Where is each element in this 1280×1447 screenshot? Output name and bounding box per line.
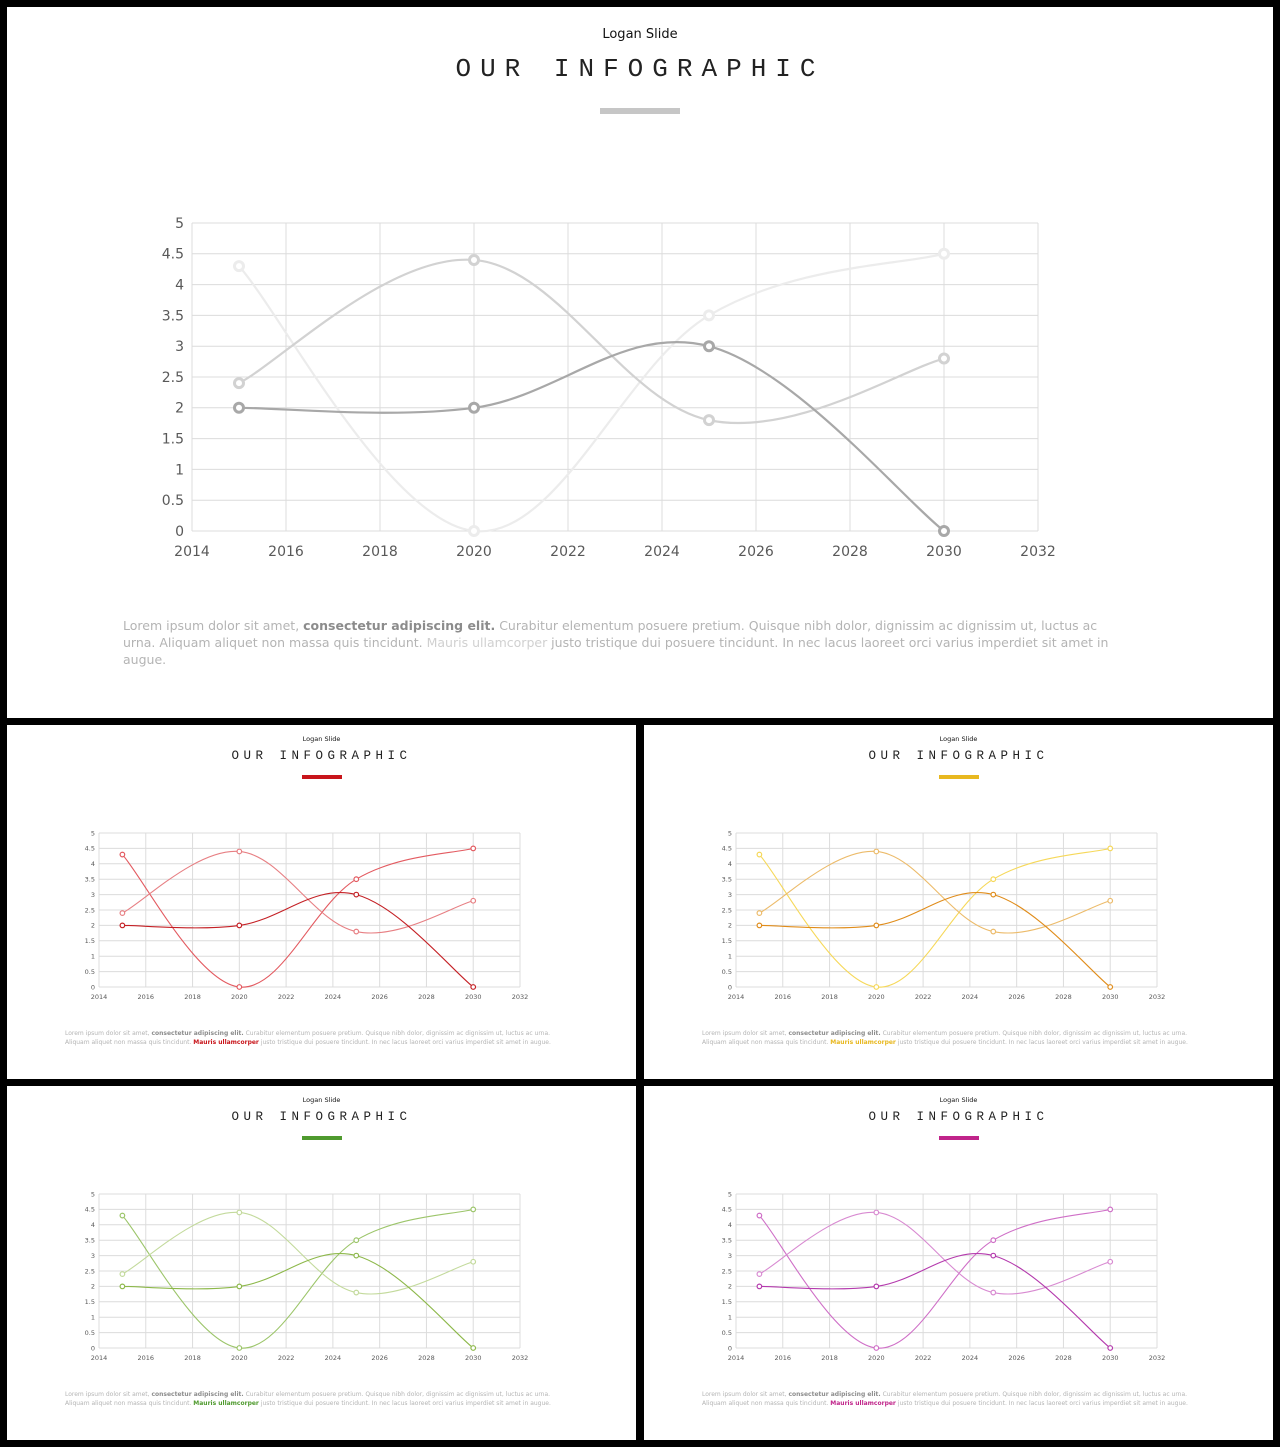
- x-tick-label: 2018: [821, 1354, 838, 1362]
- y-tick-label: 0.5: [84, 967, 95, 976]
- y-tick-label: 4.5: [84, 1205, 95, 1214]
- series-line-1: [759, 893, 1110, 987]
- data-point: [940, 249, 949, 258]
- data-point: [354, 877, 359, 882]
- data-point: [1108, 898, 1113, 903]
- data-point: [874, 1210, 879, 1215]
- data-point: [471, 1259, 476, 1264]
- x-tick-label: 2022: [550, 544, 586, 560]
- highlight-phrase: Mauris ullamcorper: [193, 1399, 259, 1407]
- brand-label: Logan Slide: [939, 1096, 978, 1104]
- y-tick-label: 0.5: [161, 493, 184, 510]
- x-tick-label: 2028: [418, 993, 435, 1001]
- x-tick-label: 2014: [727, 1354, 745, 1362]
- y-tick-label: 2: [90, 1282, 95, 1291]
- y-tick-label: 0: [90, 983, 95, 992]
- y-tick-label: 0: [727, 983, 732, 992]
- x-tick-label: 2020: [868, 1354, 885, 1362]
- data-point: [1108, 846, 1113, 851]
- data-point: [354, 929, 359, 934]
- x-tick-label: 2026: [1008, 993, 1025, 1001]
- x-tick-label: 2032: [1148, 1354, 1166, 1362]
- x-tick-label: 2030: [1101, 1354, 1119, 1362]
- x-tick-label: 2028: [1055, 993, 1072, 1001]
- x-tick-label: 2018: [362, 544, 398, 560]
- x-tick-label: 2026: [371, 993, 388, 1001]
- bold-phrase: consectetur adipiscing elit.: [788, 1030, 881, 1037]
- data-point: [237, 1284, 242, 1289]
- x-tick-label: 2022: [914, 993, 932, 1001]
- data-point: [470, 527, 479, 536]
- data-point: [235, 403, 244, 412]
- y-tick-label: 0: [90, 1344, 95, 1353]
- x-tick-label: 2030: [1101, 993, 1119, 1001]
- series-line-3: [759, 848, 1110, 987]
- y-tick-label: 1: [727, 1313, 732, 1322]
- highlight-phrase: Mauris ullamcorper: [830, 1399, 896, 1407]
- highlight-phrase: Mauris ullamcorper: [193, 1038, 259, 1046]
- data-point: [354, 892, 359, 897]
- data-point: [237, 849, 242, 854]
- series-line-1: [122, 1254, 473, 1348]
- y-tick-label: 2.5: [721, 906, 732, 915]
- data-point: [991, 1238, 996, 1243]
- x-tick-label: 2018: [184, 993, 201, 1001]
- y-tick-label: 3.5: [161, 308, 184, 325]
- brand-label: Logan Slide: [602, 27, 678, 42]
- slide-yellow: [644, 725, 1273, 1079]
- data-point: [471, 1207, 476, 1212]
- data-point: [705, 311, 714, 320]
- y-tick-label: 4: [727, 1221, 732, 1230]
- x-tick-label: 2016: [774, 1354, 792, 1362]
- x-tick-label: 2024: [324, 1354, 342, 1362]
- slide-main: [7, 7, 1273, 718]
- y-tick-label: 1.5: [84, 1298, 95, 1307]
- x-tick-label: 2028: [832, 544, 868, 560]
- description-text: Lorem ipsum dolor sit amet, consectetur adipiscing elit. Curabitur elementum posuere pretium. Quisque nibh dolor, dignissim ac dignissim ut, luctus ac urna. Aliquam aliquet non massa quis tincidunt. Mauris ullamcorper justo tristique dui posuere tincidunt. In nec lacus laoreet orci varius imperdiet sit amet in augue.: [123, 618, 1109, 667]
- slide-title: OUR INFOGRAPHIC: [231, 749, 412, 763]
- slide-title: OUR INFOGRAPHIC: [455, 54, 825, 84]
- data-point: [705, 416, 714, 425]
- x-tick-label: 2030: [926, 544, 962, 560]
- y-tick-label: 0.5: [84, 1328, 95, 1337]
- x-tick-label: 2020: [868, 993, 885, 1001]
- y-tick-label: 4.5: [721, 844, 732, 853]
- data-point: [120, 1284, 125, 1289]
- brand-label: Logan Slide: [302, 1096, 341, 1104]
- data-point: [991, 929, 996, 934]
- chart-grid: [736, 833, 1157, 987]
- x-tick-label: 2016: [774, 993, 792, 1001]
- y-tick-label: 2: [727, 1282, 732, 1291]
- data-point: [991, 892, 996, 897]
- x-tick-label: 2026: [371, 1354, 388, 1362]
- x-tick-label: 2018: [184, 1354, 201, 1362]
- y-tick-label: 4: [90, 860, 95, 869]
- slide-title: OUR INFOGRAPHIC: [231, 1110, 412, 1124]
- series-line-3: [122, 848, 473, 987]
- data-point: [757, 1284, 762, 1289]
- line-chart: [7, 1086, 636, 1440]
- x-tick-label: 2032: [1148, 993, 1166, 1001]
- x-tick-label: 2014: [174, 544, 210, 560]
- y-tick-label: 3.5: [84, 1236, 95, 1245]
- x-tick-label: 2030: [464, 1354, 482, 1362]
- x-tick-label: 2016: [137, 1354, 155, 1362]
- x-tick-label: 2024: [324, 993, 342, 1001]
- y-tick-label: 3: [90, 890, 95, 899]
- x-tick-label: 2032: [511, 993, 529, 1001]
- slide-green: [7, 1086, 636, 1440]
- y-tick-label: 5: [90, 829, 95, 838]
- y-tick-label: 0: [727, 1344, 732, 1353]
- y-tick-label: 3.5: [721, 1236, 732, 1245]
- data-point: [235, 379, 244, 388]
- y-tick-label: 1.5: [84, 937, 95, 946]
- y-tick-label: 5: [90, 1190, 95, 1199]
- y-tick-label: 4: [727, 860, 732, 869]
- data-point: [471, 985, 476, 990]
- data-point: [471, 1346, 476, 1351]
- series-line-1: [122, 893, 473, 987]
- data-point: [237, 1210, 242, 1215]
- data-point: [470, 403, 479, 412]
- data-point: [874, 985, 879, 990]
- y-tick-label: 3: [727, 890, 732, 899]
- y-tick-label: 1: [90, 952, 95, 961]
- x-tick-label: 2020: [231, 1354, 248, 1362]
- y-tick-label: 4.5: [84, 844, 95, 853]
- x-tick-label: 2016: [268, 544, 304, 560]
- x-tick-label: 2030: [464, 993, 482, 1001]
- y-tick-label: 4.5: [721, 1205, 732, 1214]
- line-chart: [7, 7, 1273, 718]
- series-line-3: [759, 1209, 1110, 1348]
- data-point: [757, 852, 762, 857]
- data-point: [991, 877, 996, 882]
- bold-phrase: consectetur adipiscing elit.: [788, 1391, 881, 1398]
- y-tick-label: 2: [175, 400, 184, 417]
- data-point: [237, 923, 242, 928]
- x-tick-label: 2024: [644, 544, 680, 560]
- series-line-1: [239, 342, 944, 531]
- y-tick-label: 1: [90, 1313, 95, 1322]
- data-point: [1108, 1259, 1113, 1264]
- x-tick-label: 2020: [231, 993, 248, 1001]
- data-point: [705, 342, 714, 351]
- bold-phrase: consectetur adipiscing elit.: [303, 618, 496, 633]
- data-point: [120, 911, 125, 916]
- line-chart: [644, 725, 1273, 1079]
- y-tick-label: 2.5: [84, 906, 95, 915]
- highlight-phrase: Mauris ullamcorper: [830, 1038, 896, 1046]
- description-text: Lorem ipsum dolor sit amet, consectetur adipiscing elit. Curabitur elementum posuere pretium. Quisque nibh dolor, dignissim ac dignissim ut, luctus ac urna. Aliquam aliquet non massa quis tincidunt. Mauris ullamcorper justo tristique dui posuere tincidunt. In nec lacus laoreet orci varius imperdiet sit amet in augue.: [702, 1030, 1188, 1046]
- data-point: [1108, 1207, 1113, 1212]
- y-tick-label: 3.5: [84, 875, 95, 884]
- data-point: [940, 354, 949, 363]
- data-point: [237, 1346, 242, 1351]
- series-line-1: [759, 1254, 1110, 1348]
- bold-phrase: consectetur adipiscing elit.: [151, 1030, 244, 1037]
- x-tick-label: 2014: [727, 993, 745, 1001]
- x-tick-label: 2032: [1020, 544, 1056, 560]
- data-point: [120, 852, 125, 857]
- x-tick-label: 2024: [961, 993, 979, 1001]
- data-point: [237, 985, 242, 990]
- x-tick-label: 2014: [90, 1354, 108, 1362]
- x-tick-label: 2026: [1008, 1354, 1025, 1362]
- y-tick-label: 0.5: [721, 967, 732, 976]
- data-point: [471, 846, 476, 851]
- chart-grid: [99, 833, 520, 987]
- y-tick-label: 1.5: [721, 1298, 732, 1307]
- data-point: [354, 1290, 359, 1295]
- chart-grid: [192, 223, 1038, 531]
- series-line-3: [122, 1209, 473, 1348]
- slide-title: OUR INFOGRAPHIC: [868, 749, 1049, 763]
- data-point: [120, 1213, 125, 1218]
- y-tick-label: 0: [175, 523, 184, 540]
- x-tick-label: 2028: [418, 1354, 435, 1362]
- y-tick-label: 2.5: [84, 1267, 95, 1276]
- y-tick-label: 2.5: [161, 369, 184, 386]
- y-tick-label: 4.5: [161, 246, 184, 263]
- brand-label: Logan Slide: [302, 735, 341, 743]
- y-tick-label: 2: [90, 921, 95, 930]
- y-tick-label: 3.5: [721, 875, 732, 884]
- y-tick-label: 5: [727, 1190, 732, 1199]
- x-tick-label: 2028: [1055, 1354, 1072, 1362]
- y-tick-label: 0.5: [721, 1328, 732, 1337]
- data-point: [354, 1238, 359, 1243]
- slide-red: [7, 725, 636, 1079]
- y-tick-label: 4: [175, 277, 184, 294]
- data-point: [354, 1253, 359, 1258]
- y-tick-label: 3: [90, 1251, 95, 1260]
- data-point: [757, 1213, 762, 1218]
- chart-grid: [99, 1194, 520, 1348]
- data-point: [235, 262, 244, 271]
- data-point: [991, 1290, 996, 1295]
- highlight-phrase: Mauris ullamcorper: [426, 635, 548, 650]
- data-point: [757, 911, 762, 916]
- data-point: [874, 923, 879, 928]
- data-point: [874, 1284, 879, 1289]
- description-text: Lorem ipsum dolor sit amet, consectetur adipiscing elit. Curabitur elementum posuere pretium. Quisque nibh dolor, dignissim ac dignissim ut, luctus ac urna. Aliquam aliquet non massa quis tincidunt. Mauris ullamcorper justo tristique dui posuere tincidunt. In nec lacus laoreet orci varius imperdiet sit amet in augue.: [65, 1391, 551, 1407]
- y-tick-label: 3: [727, 1251, 732, 1260]
- bold-phrase: consectetur adipiscing elit.: [151, 1391, 244, 1398]
- data-point: [470, 255, 479, 264]
- data-point: [940, 527, 949, 536]
- series-line-3: [239, 254, 944, 532]
- chart-grid: [736, 1194, 1157, 1348]
- x-tick-label: 2014: [90, 993, 108, 1001]
- data-point: [120, 923, 125, 928]
- description-text: Lorem ipsum dolor sit amet, consectetur adipiscing elit. Curabitur elementum posuere pretium. Quisque nibh dolor, dignissim ac dignissim ut, luctus ac urna. Aliquam aliquet non massa quis tincidunt. Mauris ullamcorper justo tristique dui posuere tincidunt. In nec lacus laoreet orci varius imperdiet sit amet in augue.: [65, 1030, 551, 1046]
- data-point: [757, 923, 762, 928]
- line-chart: [644, 1086, 1273, 1440]
- x-tick-label: 2032: [511, 1354, 529, 1362]
- data-point: [120, 1272, 125, 1277]
- y-tick-label: 2.5: [721, 1267, 732, 1276]
- y-tick-label: 1: [727, 952, 732, 961]
- data-point: [1108, 1346, 1113, 1351]
- x-tick-label: 2020: [456, 544, 492, 560]
- data-point: [757, 1272, 762, 1277]
- x-tick-label: 2016: [137, 993, 155, 1001]
- x-tick-label: 2024: [961, 1354, 979, 1362]
- brand-label: Logan Slide: [939, 735, 978, 743]
- line-chart: [7, 725, 636, 1079]
- y-tick-label: 3: [175, 339, 184, 356]
- data-point: [874, 1346, 879, 1351]
- y-tick-label: 2: [727, 921, 732, 930]
- y-tick-label: 5: [727, 829, 732, 838]
- description-text: Lorem ipsum dolor sit amet, consectetur adipiscing elit. Curabitur elementum posuere pretium. Quisque nibh dolor, dignissim ac dignissim ut, luctus ac urna. Aliquam aliquet non massa quis tincidunt. Mauris ullamcorper justo tristique dui posuere tincidunt. In nec lacus laoreet orci varius imperdiet sit amet in augue.: [702, 1391, 1188, 1407]
- y-tick-label: 1: [175, 462, 184, 479]
- x-tick-label: 2022: [914, 1354, 932, 1362]
- y-tick-label: 5: [175, 215, 184, 232]
- x-tick-label: 2022: [277, 1354, 295, 1362]
- x-tick-label: 2018: [821, 993, 838, 1001]
- y-tick-label: 1.5: [721, 937, 732, 946]
- data-point: [1108, 985, 1113, 990]
- x-tick-label: 2026: [738, 544, 774, 560]
- slide-title: OUR INFOGRAPHIC: [868, 1110, 1049, 1124]
- data-point: [991, 1253, 996, 1258]
- slide-purple: [644, 1086, 1273, 1440]
- y-tick-label: 1.5: [161, 431, 184, 448]
- x-tick-label: 2022: [277, 993, 295, 1001]
- y-tick-label: 4: [90, 1221, 95, 1230]
- data-point: [874, 849, 879, 854]
- data-point: [471, 898, 476, 903]
